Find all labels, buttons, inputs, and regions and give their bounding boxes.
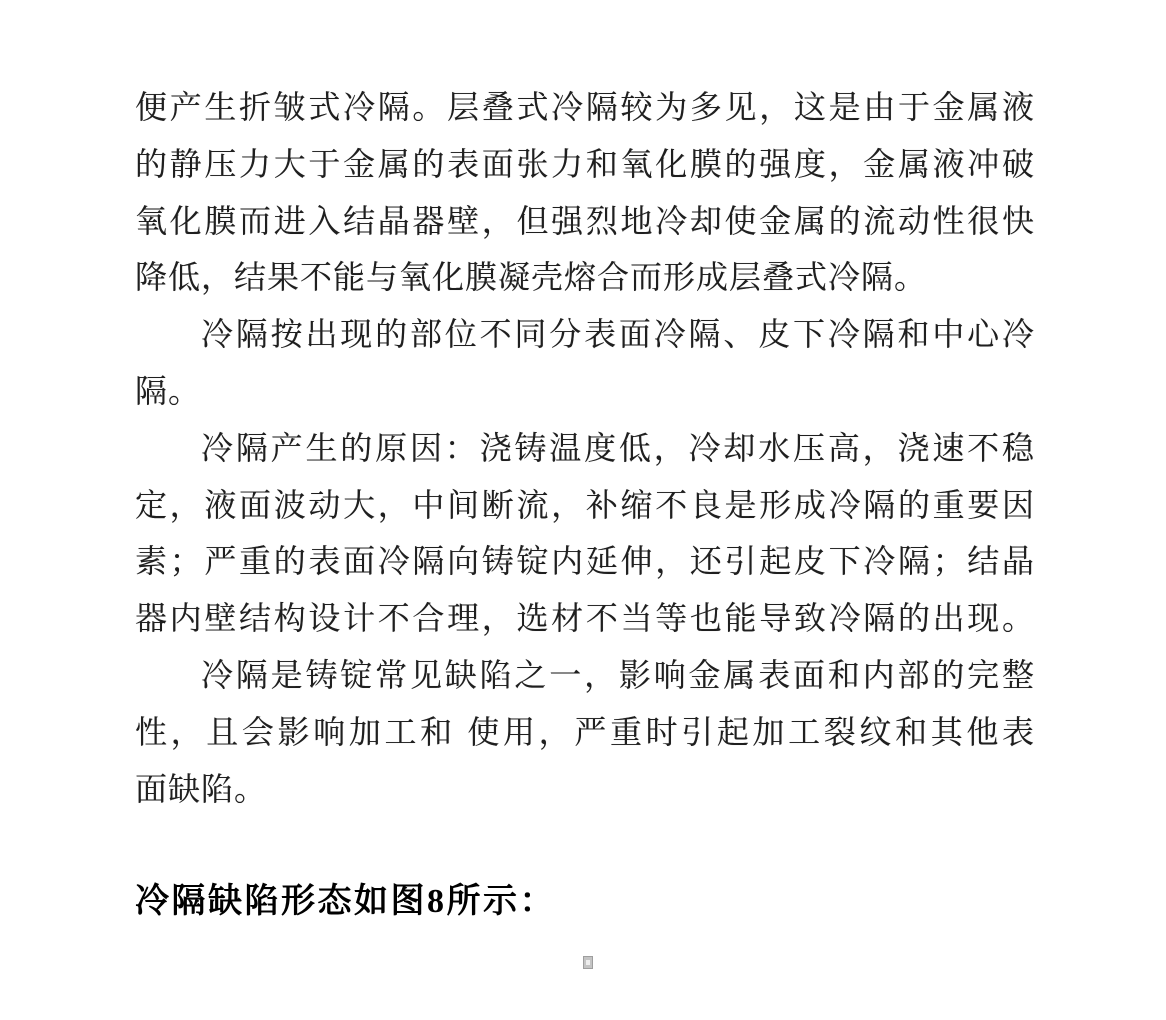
object-anchor-icon <box>583 956 593 969</box>
text-line-paragraph-start: 冷隔按出现的部位不同分表面冷隔、皮下冷隔和中心冷 <box>201 316 1035 353</box>
text-line: 性，且会影响加工和 使用，严重时引起加工裂纹和其他表 <box>135 713 1035 750</box>
text-line: 隔。 <box>135 372 202 409</box>
text-line: 素；严重的表面冷隔向铸锭内延伸，还引起皮下冷隔；结晶 <box>135 543 1035 580</box>
text-line: 面缺陷。 <box>135 770 268 807</box>
text-line: 降低，结果不能与氧化膜凝壳熔合而形成层叠式冷隔。 <box>135 259 928 296</box>
text-line: 氧化膜而进入结晶器壁，但强烈地冷却使金属的流动性很快 <box>135 202 1035 239</box>
text-line: 定，液面波动大，中间断流，补缩不良是形成冷隔的重要因 <box>135 486 1035 523</box>
text-line: 的静压力大于金属的表面张力和氧化膜的强度，金属液冲破 <box>135 145 1035 182</box>
blank-line <box>135 817 1035 874</box>
text-line-paragraph-start: 冷隔产生的原因：浇铸温度低，冷却水压高，浇速不稳 <box>201 429 1035 466</box>
text-line: 便产生折皱式冷隔。层叠式冷隔较为多见，这是由于金属液 <box>135 89 1035 125</box>
text-line: 器内壁结构设计不合理，选材不当等也能导致冷隔的出现。 <box>135 600 1035 637</box>
object-anchor-inner <box>586 960 590 965</box>
figure-reference-heading: 冷隔缺陷形态如图8所示： <box>135 883 556 921</box>
text-block <box>135 79 1035 931</box>
text-line-paragraph-start: 冷隔是铸锭常见缺陷之一，影响金属表面和内部的完整 <box>201 656 1035 693</box>
